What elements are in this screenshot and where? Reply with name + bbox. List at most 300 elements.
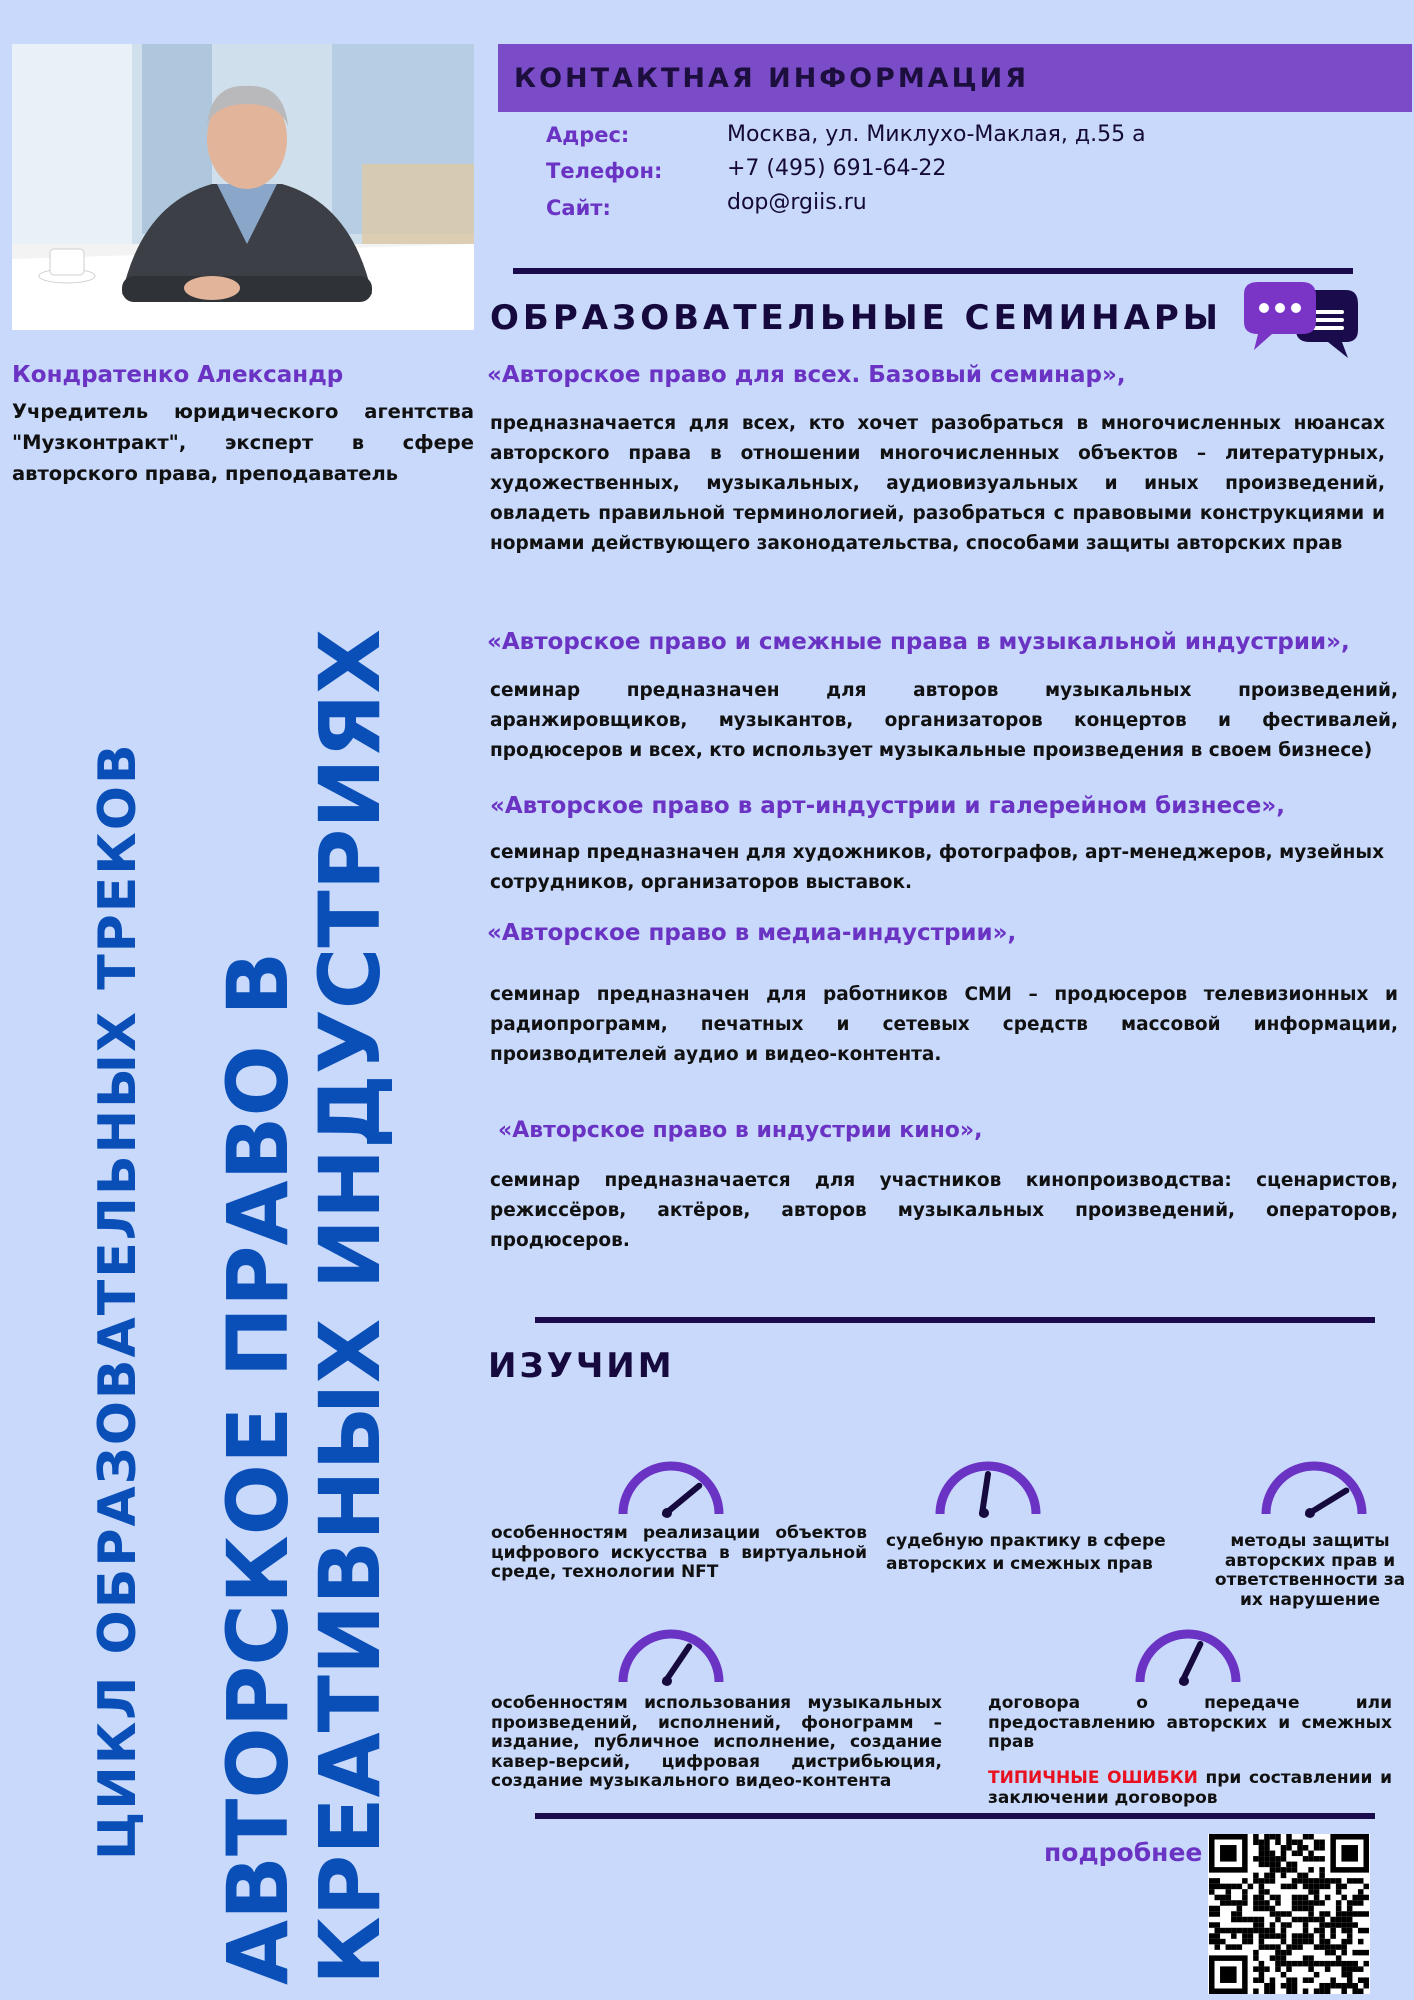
learn-item-2: судебную практику в сфере авторских и смежных прав <box>886 1531 1166 1574</box>
qr-module <box>1330 1878 1336 1884</box>
qr-module <box>1275 1862 1281 1868</box>
qr-module <box>1314 1884 1320 1890</box>
qr-module <box>1336 1917 1342 1923</box>
qr-module <box>1264 1988 1270 1994</box>
qr-module <box>1303 1917 1309 1923</box>
qr-module <box>1259 1928 1265 1934</box>
chat-bubbles-icon <box>1240 280 1360 362</box>
qr-module <box>1237 1944 1243 1950</box>
qr-module <box>1336 1922 1342 1928</box>
qr-module <box>1281 1950 1287 1956</box>
qr-module <box>1336 1983 1342 1989</box>
qr-module <box>1358 1928 1364 1934</box>
qr-module <box>1264 1862 1270 1868</box>
qr-module <box>1319 1922 1325 1928</box>
qr-module <box>1259 1878 1265 1884</box>
qr-module <box>1242 1895 1248 1901</box>
qr-module <box>1347 1911 1353 1917</box>
qr-module <box>1297 1939 1303 1945</box>
gauge-hub <box>1179 1676 1189 1686</box>
qr-module <box>1347 1966 1353 1972</box>
qr-module <box>1231 1911 1237 1917</box>
qr-module <box>1264 1928 1270 1934</box>
qr-module <box>1330 1977 1336 1983</box>
seminar-5-title: «Авторское право в индустрии кино», <box>498 1118 983 1143</box>
qr-module <box>1352 1983 1358 1989</box>
qr-module <box>1292 1884 1298 1890</box>
qr-module <box>1259 1851 1265 1857</box>
qr-module <box>1297 1900 1303 1906</box>
qr-module <box>1264 1840 1270 1846</box>
qr-module <box>1314 1895 1320 1901</box>
qr-module <box>1248 1884 1254 1890</box>
qr-module <box>1330 1983 1336 1989</box>
qr-module <box>1330 1961 1336 1967</box>
qr-module <box>1209 1889 1215 1895</box>
qr-module <box>1308 1834 1314 1840</box>
qr-module <box>1226 1884 1232 1890</box>
qr-module <box>1286 1944 1292 1950</box>
qr-module <box>1308 1906 1314 1912</box>
qr-module <box>1308 1867 1314 1873</box>
qr-module <box>1325 1911 1331 1917</box>
qr-module <box>1226 1895 1232 1901</box>
qr-module <box>1336 1906 1342 1912</box>
qr-module <box>1303 1845 1309 1851</box>
qr-module <box>1330 1928 1336 1934</box>
qr-module <box>1259 1922 1265 1928</box>
qr-module <box>1303 1873 1309 1879</box>
qr-module <box>1308 1878 1314 1884</box>
qr-module <box>1275 1856 1281 1862</box>
qr-module <box>1319 1840 1325 1846</box>
qr-module <box>1275 1895 1281 1901</box>
qr-module <box>1303 1878 1309 1884</box>
qr-module <box>1264 1851 1270 1857</box>
qr-module <box>1297 1851 1303 1857</box>
qr-module <box>1281 1972 1287 1978</box>
qr-module <box>1336 1955 1342 1961</box>
qr-module <box>1308 1961 1314 1967</box>
qr-finder <box>1341 1845 1358 1862</box>
qr-module <box>1319 1928 1325 1934</box>
qr-module <box>1275 1944 1281 1950</box>
qr-module <box>1325 1950 1331 1956</box>
qr-module <box>1314 1900 1320 1906</box>
qr-module <box>1253 1988 1259 1994</box>
qr-module <box>1358 1895 1364 1901</box>
qr-module <box>1281 1867 1287 1873</box>
qr-module <box>1358 1966 1364 1972</box>
qr-module <box>1209 1939 1215 1945</box>
qr-module <box>1325 1983 1331 1989</box>
cycle-vertical-title: ЦИКЛ ОБРАЗОВАТЕЛЬНЫХ ТРЕКОВ <box>88 742 148 1860</box>
qr-module <box>1319 1939 1325 1945</box>
qr-module <box>1253 1878 1259 1884</box>
qr-module <box>1347 1933 1353 1939</box>
gauge-icon <box>615 1624 727 1686</box>
qr-module <box>1308 1911 1314 1917</box>
qr-module <box>1325 1878 1331 1884</box>
qr-module <box>1264 1966 1270 1972</box>
qr-module <box>1286 1988 1292 1994</box>
qr-module <box>1281 1845 1287 1851</box>
qr-module <box>1308 1856 1314 1862</box>
qr-module <box>1264 1845 1270 1851</box>
typical-errors-note <box>988 1769 1392 1808</box>
qr-module <box>1292 1840 1298 1846</box>
qr-module <box>1237 1911 1243 1917</box>
qr-module <box>1347 1928 1353 1934</box>
qr-module <box>1341 1950 1347 1956</box>
site-label: Сайт: <box>546 196 611 220</box>
qr-module <box>1352 1922 1358 1928</box>
gauge-needle <box>982 1474 988 1514</box>
qr-module <box>1286 1977 1292 1983</box>
seminar-4-description: семинар предназначен для работников СМИ – продюсеров телевизионных и радиопрограмм, печатных и сетевых средств массовой информации, производителей аудио и видео-контента. <box>490 984 1398 1065</box>
qr-module <box>1303 1939 1309 1945</box>
qr-module <box>1336 1961 1342 1967</box>
qr-module <box>1220 1900 1226 1906</box>
qr-module <box>1347 1939 1353 1945</box>
qr-module <box>1352 1911 1358 1917</box>
qr-module <box>1215 1884 1221 1890</box>
qr-module <box>1314 1988 1320 1994</box>
qr-module <box>1352 1988 1358 1994</box>
qr-module <box>1231 1933 1237 1939</box>
address-value: Москва, ул. Миклухо-Маклая, д.55 а <box>727 122 1146 147</box>
more-info-link[interactable]: подробнее <box>1044 1838 1203 1867</box>
qr-module <box>1336 1900 1342 1906</box>
qr-module <box>1259 1889 1265 1895</box>
qr-module <box>1259 1933 1265 1939</box>
qr-module <box>1275 1834 1281 1840</box>
qr-module <box>1336 1889 1342 1895</box>
qr-module <box>1319 1856 1325 1862</box>
qr-module <box>1363 1983 1369 1989</box>
qr-module <box>1358 1900 1364 1906</box>
qr-module <box>1264 1856 1270 1862</box>
qr-module <box>1286 1845 1292 1851</box>
qr-module <box>1253 1856 1259 1862</box>
qr-module <box>1209 1922 1215 1928</box>
qr-finder <box>1220 1966 1237 1983</box>
qr-module <box>1363 1961 1369 1967</box>
qr-module <box>1347 1983 1353 1989</box>
qr-module <box>1270 1933 1276 1939</box>
qr-module <box>1352 1961 1358 1967</box>
qr-module <box>1341 1972 1347 1978</box>
qr-module <box>1292 1944 1298 1950</box>
qr-module <box>1363 1884 1369 1890</box>
qr-module <box>1347 1977 1353 1983</box>
qr-module <box>1319 1845 1325 1851</box>
qr-module <box>1275 1911 1281 1917</box>
address-label: Адрес: <box>546 123 630 147</box>
qr-module <box>1286 1922 1292 1928</box>
qr-module <box>1297 1917 1303 1923</box>
qr-module <box>1341 1917 1347 1923</box>
qr-module <box>1231 1944 1237 1950</box>
qr-module <box>1259 1856 1265 1862</box>
qr-module <box>1341 1983 1347 1989</box>
learn-title: ИЗУЧИМ <box>488 1346 675 1386</box>
qr-module <box>1220 1895 1226 1901</box>
qr-module <box>1286 1834 1292 1840</box>
main-title-line-1: АВТОРСКОЕ ПРАВО В <box>209 951 307 1985</box>
qr-module <box>1281 1928 1287 1934</box>
qr-module <box>1347 1900 1353 1906</box>
qr-module <box>1253 1922 1259 1928</box>
qr-module <box>1275 1950 1281 1956</box>
qr-module <box>1358 1878 1364 1884</box>
qr-module <box>1314 1845 1320 1851</box>
qr-module <box>1325 1944 1331 1950</box>
qr-module <box>1314 1840 1320 1846</box>
qr-module <box>1347 1961 1353 1967</box>
qr-module <box>1237 1917 1243 1923</box>
qr-module <box>1297 1944 1303 1950</box>
qr-module <box>1253 1840 1259 1846</box>
gauge-hub <box>979 1508 989 1518</box>
qr-module <box>1231 1884 1237 1890</box>
qr-module <box>1209 1906 1215 1912</box>
qr-module <box>1231 1900 1237 1906</box>
qr-module <box>1341 1928 1347 1934</box>
qr-module <box>1237 1884 1243 1890</box>
qr-module <box>1330 1944 1336 1950</box>
seminar-3-title: «Авторское право в арт-индустрии и галерейном бизнесе», <box>490 793 1286 819</box>
qr-module <box>1292 1977 1298 1983</box>
qr-module <box>1281 1856 1287 1862</box>
qr-module <box>1319 1917 1325 1923</box>
qr-module <box>1275 1966 1281 1972</box>
qr-module <box>1347 1906 1353 1912</box>
qr-module <box>1259 1862 1265 1868</box>
qr-module <box>1286 1983 1292 1989</box>
seminar-4-title: «Авторское право в медиа-индустрии», <box>487 920 1017 946</box>
qr-module <box>1253 1917 1259 1923</box>
qr-module <box>1253 1873 1259 1879</box>
phone-value[interactable]: +7 (495) 691-64-22 <box>727 156 947 181</box>
qr-module <box>1286 1840 1292 1846</box>
qr-module <box>1231 1917 1237 1923</box>
qr-module <box>1303 1922 1309 1928</box>
qr-module <box>1341 1939 1347 1945</box>
learn-item-4: особенностям использования музыкальных произведений, исполнений, фонограмм – издание, публичное исполнение, создание кавер-версий, цифровая дистрибьюция, создание музыкального видео-контента <box>491 1693 942 1791</box>
qr-module <box>1286 1966 1292 1972</box>
qr-module <box>1308 1955 1314 1961</box>
qr-module <box>1297 1873 1303 1879</box>
qr-module <box>1336 1944 1342 1950</box>
qr-module <box>1292 1851 1298 1857</box>
qr-module <box>1319 1983 1325 1989</box>
qr-module <box>1281 1911 1287 1917</box>
gauge-hub <box>662 1676 672 1686</box>
learn-item-1: особенностям реализации объектов цифрового искусства в виртуальной среде, технологии NFT <box>491 1523 867 1582</box>
qr-module <box>1341 1966 1347 1972</box>
qr-module <box>1209 1933 1215 1939</box>
typical-errors-highlight: ТИПИЧНЫЕ ОШИБКИ <box>988 1768 1198 1788</box>
qr-module <box>1341 1944 1347 1950</box>
qr-module <box>1259 1840 1265 1846</box>
qr-module <box>1347 1917 1353 1923</box>
divider-top <box>513 268 1353 274</box>
qr-module <box>1248 1933 1254 1939</box>
qr-module <box>1314 1961 1320 1967</box>
qr-module <box>1237 1900 1243 1906</box>
qr-module <box>1264 1873 1270 1879</box>
qr-module <box>1275 1933 1281 1939</box>
qr-module <box>1308 1889 1314 1895</box>
qr-module <box>1363 1928 1369 1934</box>
qr-module <box>1303 1977 1309 1983</box>
qr-module <box>1319 1988 1325 1994</box>
qr-module <box>1242 1917 1248 1923</box>
qr-module <box>1237 1906 1243 1912</box>
qr-module <box>1215 1944 1221 1950</box>
qr-module <box>1314 1928 1320 1934</box>
qr-code[interactable] <box>1208 1834 1370 1994</box>
qr-module <box>1264 1878 1270 1884</box>
main-title-line-2: КРЕАТИВНЫХ ИНДУСТРИЯХ <box>301 628 399 1985</box>
qr-module <box>1330 1922 1336 1928</box>
qr-module <box>1314 1856 1320 1862</box>
qr-module <box>1253 1900 1259 1906</box>
qr-module <box>1325 1966 1331 1972</box>
qr-module <box>1220 1928 1226 1934</box>
qr-module <box>1270 1988 1276 1994</box>
qr-module <box>1292 1933 1298 1939</box>
qr-module <box>1308 1900 1314 1906</box>
qr-module <box>1215 1906 1221 1912</box>
seminar-1-title: «Авторское право для всех. Базовый семинар», <box>487 362 1126 388</box>
qr-finder <box>1220 1845 1237 1862</box>
qr-module <box>1270 1862 1276 1868</box>
qr-module <box>1341 1961 1347 1967</box>
qr-module <box>1319 1873 1325 1879</box>
qr-module <box>1286 1884 1292 1890</box>
qr-module <box>1270 1867 1276 1873</box>
qr-module <box>1264 1900 1270 1906</box>
qr-module <box>1242 1928 1248 1934</box>
qr-module <box>1297 1845 1303 1851</box>
qr-module <box>1270 1928 1276 1934</box>
qr-module <box>1292 1895 1298 1901</box>
qr-module <box>1242 1889 1248 1895</box>
qr-module <box>1319 1911 1325 1917</box>
qr-module <box>1215 1939 1221 1945</box>
qr-module <box>1275 1955 1281 1961</box>
qr-module <box>1270 1856 1276 1862</box>
qr-module <box>1253 1895 1259 1901</box>
qr-module <box>1264 1933 1270 1939</box>
qr-module <box>1363 1911 1369 1917</box>
qr-module <box>1341 1988 1347 1994</box>
seminar-2-title: «Авторское право и смежные права в музыкальной индустрии», <box>487 629 1350 655</box>
qr-module <box>1325 1895 1331 1901</box>
typical-errors-rest: при составлении и заключении договоров <box>988 1768 1392 1808</box>
qr-module <box>1259 1939 1265 1945</box>
person-description: Учредитель юридического агентства "Музконтракт", эксперт в сфере авторского права, преподаватель <box>12 400 474 485</box>
qr-module <box>1292 1862 1298 1868</box>
qr-module <box>1253 1950 1259 1956</box>
qr-module <box>1226 1900 1232 1906</box>
qr-module <box>1220 1884 1226 1890</box>
qr-module <box>1303 1895 1309 1901</box>
qr-module <box>1242 1900 1248 1906</box>
qr-module <box>1253 1906 1259 1912</box>
qr-module <box>1209 1911 1215 1917</box>
qr-module <box>1303 1906 1309 1912</box>
qr-module <box>1319 1884 1325 1890</box>
seminars-title: ОБРАЗОВАТЕЛЬНЫЕ СЕМИНАРЫ <box>490 298 1223 338</box>
site-value[interactable]: dop@rgiis.ru <box>727 190 867 215</box>
qr-module <box>1270 1911 1276 1917</box>
qr-module <box>1253 1834 1259 1840</box>
qr-module <box>1226 1928 1232 1934</box>
qr-module <box>1352 1895 1358 1901</box>
qr-module <box>1237 1928 1243 1934</box>
qr-module <box>1303 1900 1309 1906</box>
qr-module <box>1336 1878 1342 1884</box>
qr-module <box>1363 1977 1369 1983</box>
qr-module <box>1303 1856 1309 1862</box>
qr-module <box>1275 1867 1281 1873</box>
qr-module <box>1314 1889 1320 1895</box>
qr-module <box>1314 1972 1320 1978</box>
qr-module <box>1303 1933 1309 1939</box>
qr-module <box>1215 1922 1221 1928</box>
qr-module <box>1308 1939 1314 1945</box>
divider-middle <box>535 1317 1375 1323</box>
qr-module <box>1314 1917 1320 1923</box>
qr-module <box>1264 1983 1270 1989</box>
qr-module <box>1270 1922 1276 1928</box>
qr-module <box>1226 1889 1232 1895</box>
qr-module <box>1325 1961 1331 1967</box>
qr-module <box>1264 1834 1270 1840</box>
gauge-hub <box>662 1508 672 1518</box>
qr-module <box>1358 1988 1364 1994</box>
qr-module <box>1341 1884 1347 1890</box>
qr-module <box>1209 1878 1215 1884</box>
qr-module <box>1259 1977 1265 1983</box>
qr-module <box>1270 1906 1276 1912</box>
qr-module <box>1281 1922 1287 1928</box>
qr-module <box>1281 1955 1287 1961</box>
gauge-icon <box>1258 1456 1370 1518</box>
contact-header-bar <box>498 44 1412 112</box>
qr-module <box>1308 1851 1314 1857</box>
qr-module <box>1215 1878 1221 1884</box>
gauge-icon <box>1132 1624 1244 1686</box>
phone-label: Телефон: <box>546 159 663 183</box>
gauge-icon <box>615 1456 727 1518</box>
qr-module <box>1248 1928 1254 1934</box>
qr-module <box>1286 1911 1292 1917</box>
qr-module <box>1253 1955 1259 1961</box>
qr-module <box>1286 1867 1292 1873</box>
qr-module <box>1347 1972 1353 1978</box>
main-vertical-title <box>209 628 399 1985</box>
qr-module <box>1281 1933 1287 1939</box>
qr-module <box>1308 1977 1314 1983</box>
qr-module <box>1270 1878 1276 1884</box>
qr-module <box>1297 1933 1303 1939</box>
qr-module <box>1341 1922 1347 1928</box>
seminar-1-description: предназначается для всех, кто хочет разобраться в многочисленных нюансах авторского права в отношении многочисленных объектов – литературных, художественных, музыкальных, аудиовизуальных и иных произведений, овладеть правильной терминологией, разобраться с правовыми конструкциями и нормами действующего законодательства, способами защиты авторских прав <box>490 413 1385 554</box>
